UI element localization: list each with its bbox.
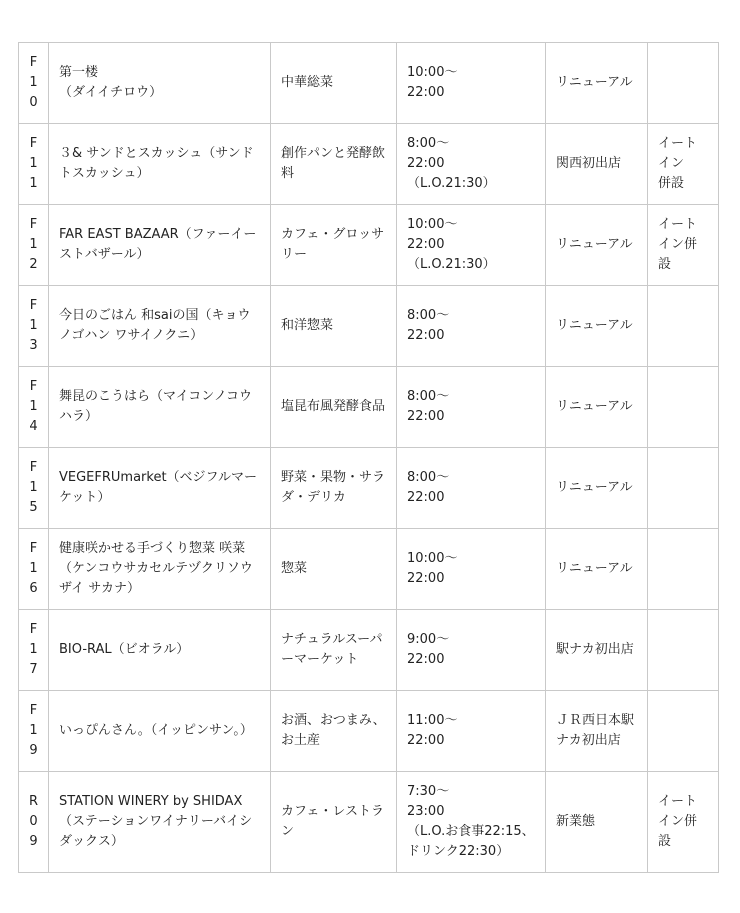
shop-type: 関西初出店 (556, 156, 622, 171)
shop-category-cell (271, 691, 397, 772)
shop-category: ナチュラルスーパーマーケット (281, 632, 383, 667)
shop-type: リニューアル (556, 480, 633, 495)
shop-name-cell (49, 367, 271, 448)
shop-type-cell (546, 772, 648, 873)
shop-name: ３& サンドとスカッシュ（サンドトスカッシュ） (59, 146, 254, 181)
shop-type: リニューアル (556, 399, 633, 414)
shop-note: イートイン併設 (658, 794, 698, 849)
table-row (19, 691, 719, 772)
shop-category: 中華総菜 (281, 75, 334, 90)
table-row (19, 772, 719, 873)
shop-name-cell (49, 205, 271, 286)
shop-hours: 8:00〜 22:00 (407, 470, 450, 505)
shop-type: 駅ナカ初出店 (556, 642, 634, 657)
shop-code-cell (19, 691, 49, 772)
shop-hours: 7:30〜 23:00 （L.O.お食事22:15、ドリンク22:30） (407, 784, 535, 859)
shop-note: イート イン 併設 (658, 136, 698, 191)
shop-type: 新業態 (556, 814, 596, 829)
shop-code-cell (19, 124, 49, 205)
shop-hours-cell (397, 448, 546, 529)
shop-name: 健康咲かせる手づくり惣菜 咲菜 （ケンコウサカセルテヅクリソウザイ サカナ） (59, 541, 253, 596)
shop-code-cell (19, 43, 49, 124)
shop-category: 和洋惣菜 (281, 318, 334, 333)
shop-hours-cell (397, 772, 546, 873)
shop-category-cell (271, 529, 397, 610)
shop-type-cell (546, 124, 648, 205)
shop-note-cell (648, 286, 719, 367)
shop-code-cell (19, 448, 49, 529)
shop-type: リニューアル (556, 318, 633, 333)
shop-hours: 11:00〜 22:00 (407, 713, 458, 748)
shop-name-cell (49, 610, 271, 691)
shop-table-body (19, 43, 719, 873)
shop-name-cell (49, 691, 271, 772)
shop-type: リニューアル (556, 237, 633, 252)
shop-category-cell (271, 772, 397, 873)
shop-hours-cell (397, 610, 546, 691)
shop-code: F 1 0 (29, 55, 38, 110)
shop-category-cell (271, 286, 397, 367)
shop-hours-cell (397, 691, 546, 772)
shop-hours: 9:00〜 22:00 (407, 632, 450, 667)
shop-code: F 1 4 (29, 379, 38, 434)
shop-name: BIO-RAL（ビオラル） (59, 642, 190, 657)
shop-hours: 8:00〜 22:00 (407, 389, 450, 424)
shop-hours-cell (397, 43, 546, 124)
shop-note: イートイン併設 (658, 217, 698, 272)
table-row (19, 205, 719, 286)
shop-category: カフェ・レストラン (281, 804, 384, 839)
shop-type-cell (546, 529, 648, 610)
shop-name-cell (49, 529, 271, 610)
shop-type-cell (546, 205, 648, 286)
shop-code-cell (19, 610, 49, 691)
shop-code-cell (19, 529, 49, 610)
shop-name-cell (49, 286, 271, 367)
shop-hours-cell (397, 124, 546, 205)
shop-name-cell (49, 772, 271, 873)
shop-category: 惣菜 (281, 561, 308, 576)
shop-name: 舞昆のこうはら（マイコンノコウハラ） (59, 389, 253, 424)
shop-code-cell (19, 367, 49, 448)
shop-name: STATION WINERY by SHIDAX （ステーションワイナリーバイシダックス） (59, 794, 253, 849)
shop-type-cell (546, 286, 648, 367)
shop-note-cell (648, 610, 719, 691)
shop-category: カフェ・グロッサリー (281, 227, 385, 262)
shop-note-cell (648, 772, 719, 873)
shop-category-cell (271, 43, 397, 124)
shop-name: FAR EAST BAZAAR（ファーイーストバザール） (59, 227, 257, 262)
shop-note-cell (648, 529, 719, 610)
shop-hours: 8:00〜 22:00 (407, 308, 450, 343)
shop-code-cell (19, 286, 49, 367)
shop-code-cell (19, 772, 49, 873)
shop-category-cell (271, 367, 397, 448)
shop-type-cell (546, 610, 648, 691)
shop-name: 今日のごはん 和saiの国（キョウノゴハン ワサイノクニ） (59, 308, 251, 343)
shop-code: F 1 5 (29, 460, 38, 515)
shop-code: F 1 9 (29, 703, 38, 758)
shop-note-cell (648, 43, 719, 124)
shop-name-cell (49, 124, 271, 205)
shop-name-cell (49, 43, 271, 124)
shop-type-cell (546, 448, 648, 529)
shop-category: 野菜・果物・サラダ・デリカ (281, 470, 386, 505)
shop-name: 第一楼 （ダイイチロウ） (59, 65, 163, 100)
shop-category-cell (271, 610, 397, 691)
table-row (19, 610, 719, 691)
table-row (19, 529, 719, 610)
shop-category: 創作パンと発酵飲料 (281, 146, 386, 181)
shop-hours: 10:00〜 22:00 (407, 551, 458, 586)
shop-category: お酒、おつまみ、お土産 (281, 713, 386, 748)
table-row (19, 124, 719, 205)
shop-code: F 1 1 (29, 136, 38, 191)
shop-type: リニューアル (556, 75, 633, 90)
shop-category-cell (271, 124, 397, 205)
table-row (19, 367, 719, 448)
shop-type-cell (546, 43, 648, 124)
shop-category: 塩昆布風発酵食品 (281, 399, 386, 414)
shop-note-cell (648, 205, 719, 286)
shop-hours-cell (397, 286, 546, 367)
shop-type: リニューアル (556, 561, 633, 576)
shop-hours: 10:00〜 22:00 （L.O.21:30） (407, 217, 496, 272)
shop-hours-cell (397, 529, 546, 610)
shop-category-cell (271, 205, 397, 286)
shop-code: F 1 2 (29, 217, 38, 272)
shop-name-cell (49, 448, 271, 529)
shop-type-cell (546, 367, 648, 448)
shop-hours-cell (397, 205, 546, 286)
table-row (19, 43, 719, 124)
shop-hours: 8:00〜 22:00 （L.O.21:30） (407, 136, 496, 191)
shop-note-cell (648, 367, 719, 448)
shop-category-cell (271, 448, 397, 529)
shop-code: F 1 3 (29, 298, 38, 353)
shop-name: いっぴんさん。（イッピンサン。） (59, 723, 253, 738)
table-row (19, 448, 719, 529)
shop-type: ＪＲ西日本駅ナカ初出店 (556, 713, 635, 748)
shop-note-cell (648, 448, 719, 529)
shop-hours-cell (397, 367, 546, 448)
shop-code-cell (19, 205, 49, 286)
shop-note-cell (648, 691, 719, 772)
shop-type-cell (546, 691, 648, 772)
shop-code: F 1 6 (29, 541, 38, 596)
table-row (19, 286, 719, 367)
shop-code: R 0 9 (28, 794, 39, 849)
shop-note-cell (648, 124, 719, 205)
shop-hours: 10:00〜 22:00 (407, 65, 458, 100)
shop-name: VEGEFRUmarket（ベジフルマーケット） (59, 470, 258, 505)
shop-code: F 1 7 (29, 622, 38, 677)
shop-table (18, 42, 719, 873)
